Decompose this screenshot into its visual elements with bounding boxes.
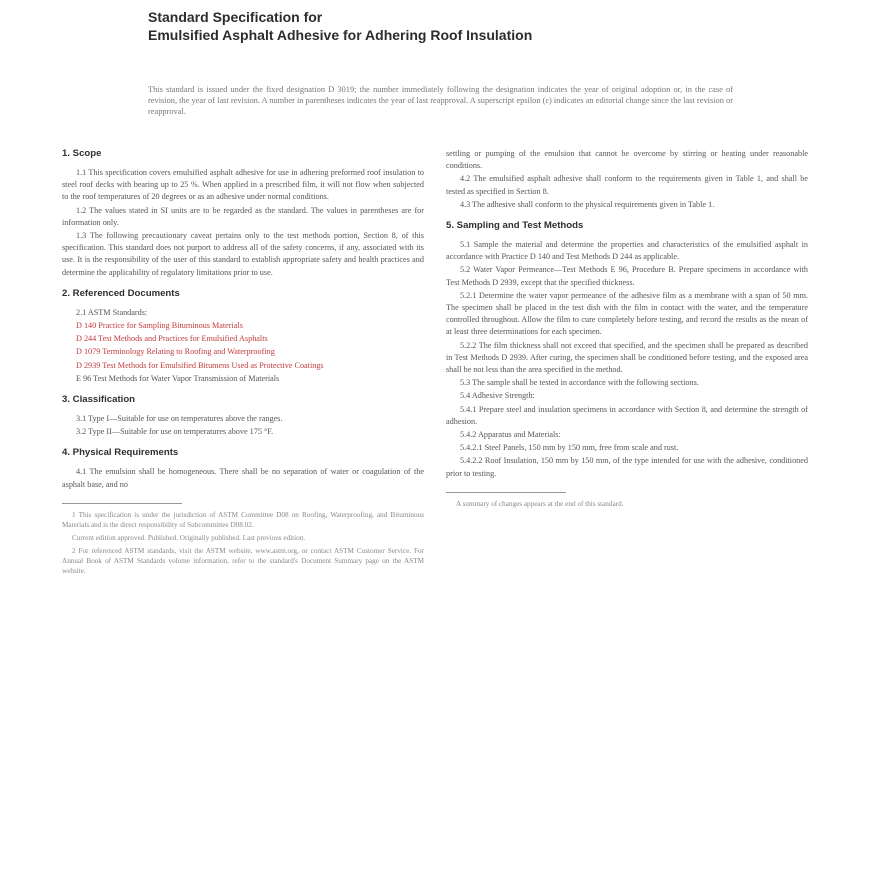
- paragraph-4-2: 4.2 The emulsified asphalt adhesive shall conform to the requirements given in Table 1, and shall be tested as specified in Section 8.: [446, 174, 808, 196]
- section-referenced-documents-heading: 2. Referenced Documents: [62, 287, 180, 299]
- section-physical-requirements-heading: 4. Physical Requirements: [62, 447, 179, 459]
- title-line-1: Standard Specification for: [148, 9, 323, 25]
- reference-link-d2939[interactable]: D 2939 Test Methods for Emulsified Bitumens Used as Protective Coatings: [76, 360, 324, 370]
- paragraph-1-3: 1.3 The following precautionary caveat pertains only to the test methods portion, Section 8, of this specification. This standard does not purport to address all of the safety concerns, if any, associated with its use. It is the responsibility of the user of this standard to establish appropriate safety and health practices and determine the applicability of regulatory limitations prior to use.: [62, 231, 424, 277]
- reference-intro: 2.1 ASTM Standards:: [76, 307, 148, 317]
- reference-e96: E 96 Test Methods for Water Vapor Transmission of Materials: [76, 373, 280, 383]
- right-column: [446, 148, 808, 512]
- paragraph-5-4-2-2: 5.4.2.2 Roof Insulation, 150 mm by 150 mm, of the type intended for use with the adhesive, conditioned prior to testing.: [446, 456, 808, 478]
- left-column: [62, 148, 424, 579]
- reference-link-d140[interactable]: D 140 Practice for Sampling Bituminous Materials: [76, 321, 243, 331]
- paragraph-5-2: 5.2 Water Vapor Permeance—Test Methods E 96, Procedure B. Prepare specimens in accordance with Test Methods D 2939, except that the specified thickness.: [446, 265, 808, 287]
- section-sampling-heading: 5. Sampling and Test Methods: [446, 220, 584, 232]
- paragraph-5-2-2: 5.2.2 The film thickness shall not exceed that specified, and the specimen shall be prepared as described in Test Methods D 2939. After curing, the specimen shall be conditioned before testing, and the exposed area shall be not less than the area specified in the method.: [446, 340, 808, 375]
- footnote-1: 1 This specification is under the jurisdiction of ASTM Committee D08 on Roofing, Waterproofing, and Bituminous Materials and is the direct responsibility of Subcommittee D08.02.: [62, 510, 424, 529]
- paragraph-5-4-2-1: 5.4.2.1 Steel Panels, 150 mm by 150 mm, free from scale and rust.: [460, 443, 679, 453]
- paragraph-5-4: 5.4 Adhesive Strength:: [460, 391, 535, 401]
- designation-note: This standard is issued under the fixed designation D 3019; the number immediately following the designation indicates the year of original adoption or, in the case of revision, the year of last revision. A number in parentheses indicates the year of last reapproval. A superscript epsilon (ε) indicates an editorial change since the last revision or reapproval.: [148, 85, 733, 116]
- paragraph-1-1: 1.1 This specification covers emulsified asphalt adhesive for use in adhering preformed roof insulation to steel roof decks with bearing up to 25 %. When applied in a prescribed film, it will not flow when subjected to the roof temperatures of 20 degrees or as an adhesive under normal conditions.: [62, 168, 424, 202]
- reference-link-d1079[interactable]: D 1079 Terminology Relating to Roofing and Waterproofing: [76, 347, 275, 357]
- footnote-divider: [62, 503, 182, 504]
- paragraph-4-1: 4.1 The emulsion shall be homogeneous. There shall be no separation of water or coagulation of the asphalt base, and no: [62, 467, 424, 489]
- paragraph-5-3: 5.3 The sample shall be tested in accordance with the following sections.: [460, 378, 699, 388]
- paragraph-5-4-1: 5.4.1 Prepare steel and insulation specimens in accordance with Section 8, and determine the strength of adhesion.: [446, 404, 808, 426]
- paragraph-1-2: 1.2 The values stated in SI units are to be regarded as the standard. The values in parentheses are for information only.: [62, 205, 424, 227]
- paragraph-5-4-2: 5.4.2 Apparatus and Materials:: [460, 430, 561, 440]
- document-title: [148, 8, 788, 44]
- reference-link-d244[interactable]: D 244 Test Methods and Practices for Emulsified Asphalts: [76, 334, 268, 344]
- footnote-divider-right: [446, 492, 566, 493]
- footnote-edition: Current edition approved. Published. Originally published. Last previous edition.: [72, 533, 306, 542]
- section-classification-heading: 3. Classification: [62, 394, 136, 406]
- paragraph-4-3: 4.3 The adhesive shall conform to the physical requirements given in Table 1.: [460, 199, 715, 209]
- paragraph-3-2: 3.2 Type II—Suitable for use on temperatures above 175 °F.: [76, 427, 274, 437]
- paragraph-4-1-continued: settling or pumping of the emulsion that cannot be overcome by stirring or heating under reasonable conditions.: [446, 149, 808, 171]
- paragraph-5-2-1: 5.2.1 Determine the water vapor permeance of the adhesive film as a membrane with a span of 50 mm. The specimen shall be placed in the test dish with the film in contact with the water, and the temperature controlled throughout. Allow the film to cure completely before testing, and record the results as the mean of at least three determinations for each specimen.: [446, 290, 808, 337]
- paragraph-3-1: 3.1 Type I—Suitable for use on temperatures above the ranges.: [76, 414, 283, 424]
- paragraph-5-1: 5.1 Sample the material and determine the properties and characteristics of the emulsified asphalt in accordance with Practice D 140 and Test Methods D 244 as applicable.: [446, 240, 808, 262]
- footnote-summary: A summary of changes appears at the end of this standard.: [456, 499, 624, 508]
- section-scope-heading: 1. Scope: [62, 148, 102, 159]
- title-line-2: Emulsified Asphalt Adhesive for Adhering Roof Insulation: [148, 27, 533, 43]
- footnote-2: 2 For referenced ASTM standards, visit the ASTM website, www.astm.org, or contact ASTM Customer Service. For Annual Book of ASTM Standards volume information, refer to the standard's Document Summary page on the ASTM website.: [62, 546, 424, 575]
